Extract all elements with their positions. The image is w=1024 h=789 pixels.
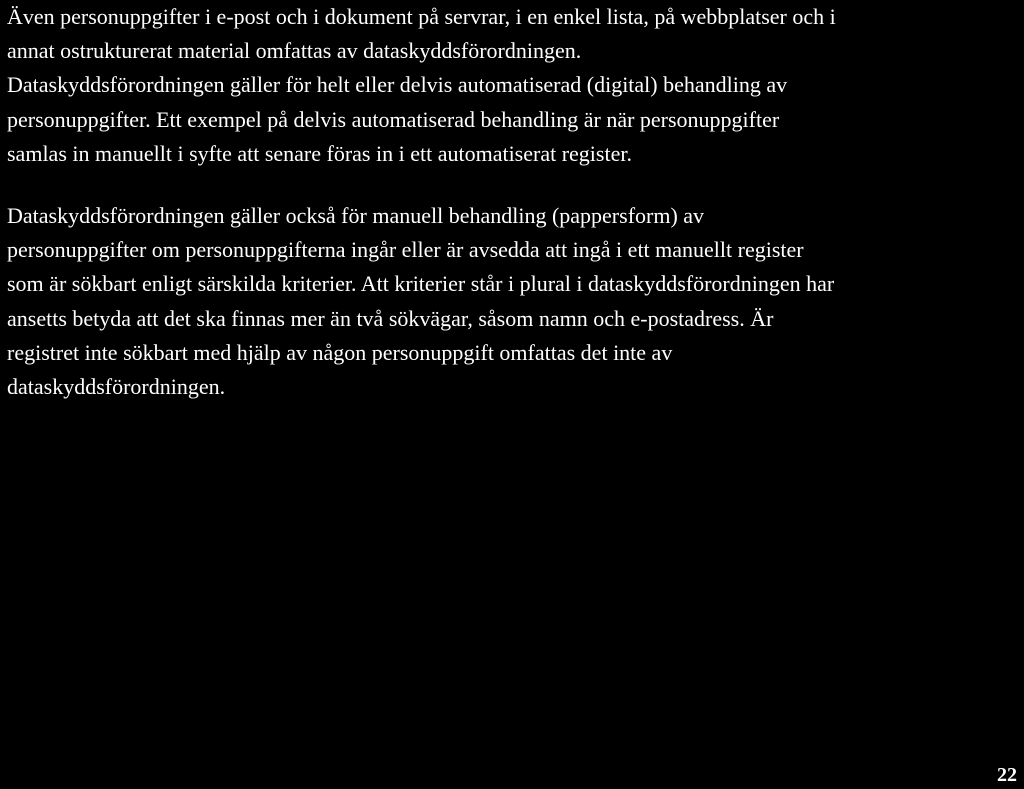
text-line: som är sökbart enligt särskilda kriterier. Att kriterier står i plural i dataskyddsförordningen har [7,271,835,297]
page-number: 22 [997,764,1017,786]
text-line: personuppgifter om personuppgifterna ingår eller är avsedda att ingå i ett manuellt register [7,237,804,263]
text-line: ansetts betyda att det ska finnas mer än två sökvägar, såsom namn och e-postadress. Är [7,305,774,331]
text-line: personuppgifter. Ett exempel på delvis automatiserad behandling är när personuppgifter [7,106,780,132]
paragraph-manual-processing [7,199,1021,404]
paragraph-scope [7,0,1021,171]
text-line: Även personuppgifter i e-post och i dokument på servrar, i en enkel lista, på webbplatser och i [7,4,836,29]
text-line: registret inte sökbart med hjälp av någon personuppgift omfattas det inte av [7,339,673,365]
text-line: Dataskyddsförordningen gäller också för manuell behandling (pappersform) av [7,203,705,228]
text-line: annat ostrukturerat material omfattas av dataskyddsförordningen. [7,38,582,64]
text-line: samlas in manuellt i syfte att senare föras in i ett automatiserat register. [7,140,632,166]
text-line: Dataskyddsförordningen gäller för helt eller delvis automatiserad (digital) behandling av [7,72,788,98]
text-line: dataskyddsförordningen. [7,374,226,400]
